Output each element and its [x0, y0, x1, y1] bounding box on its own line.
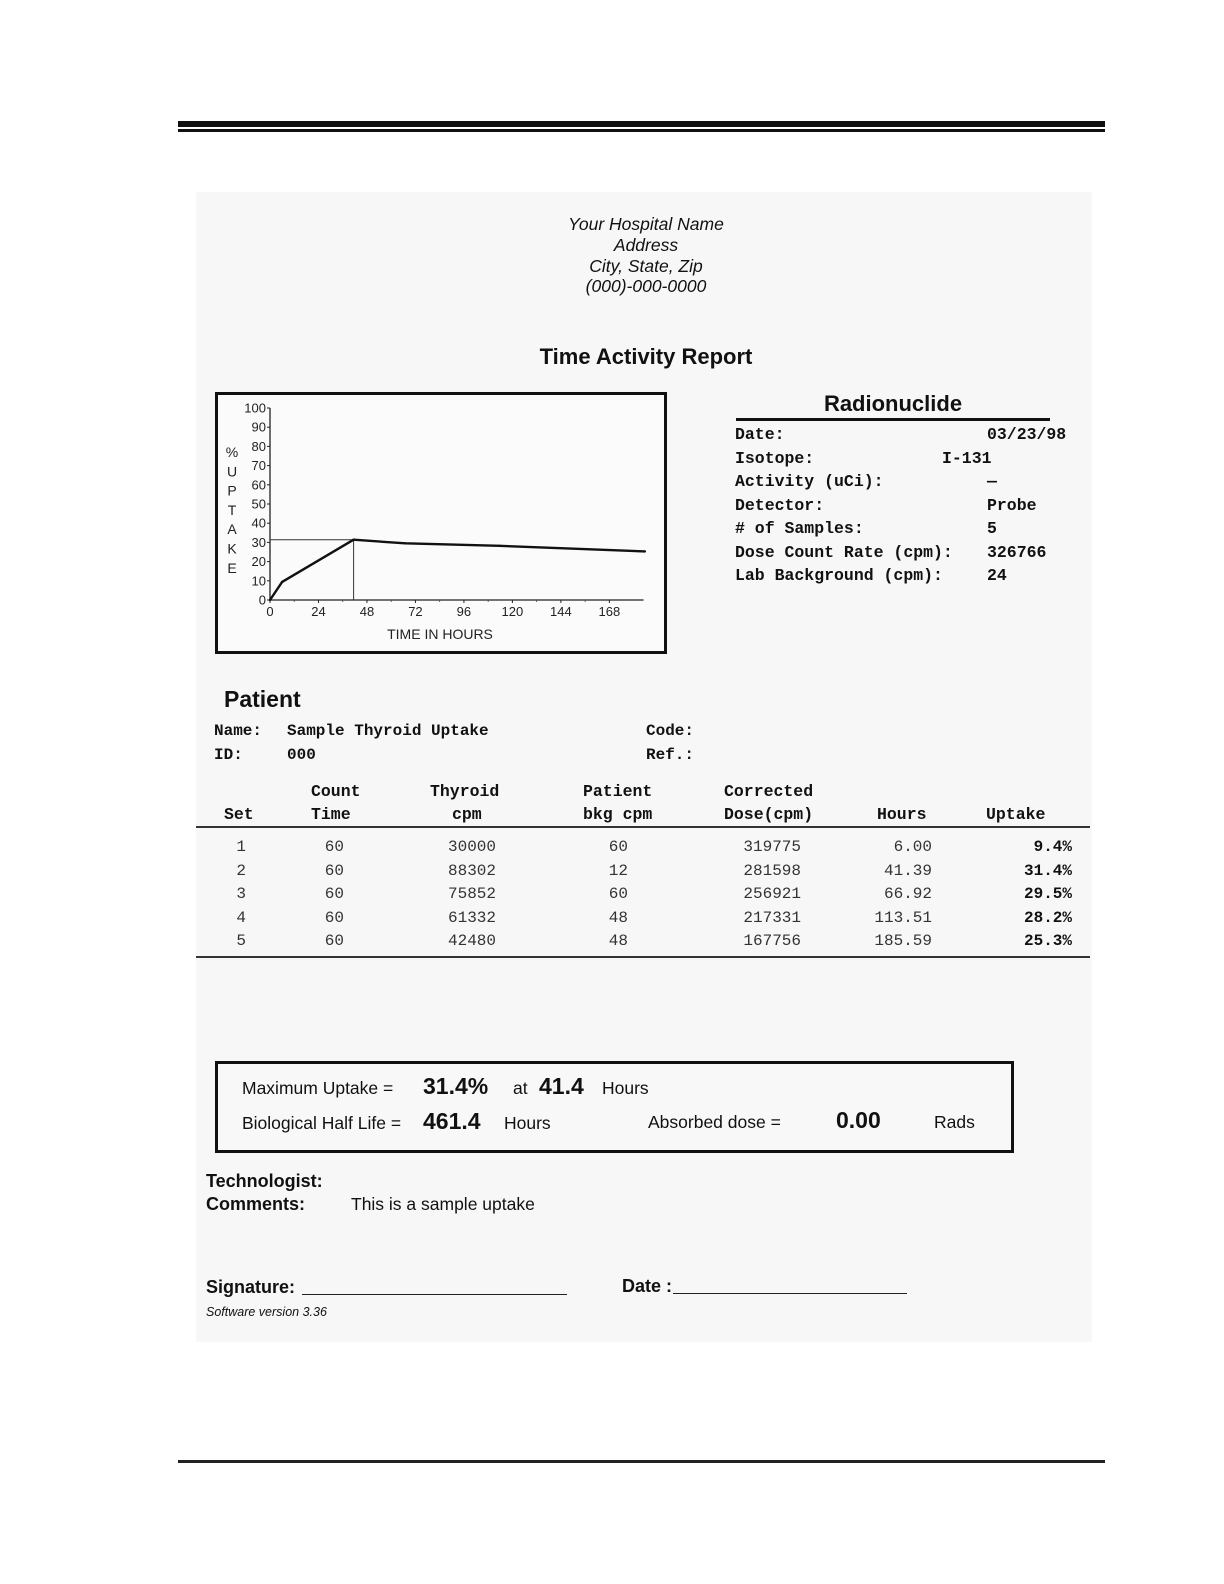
cell-uptake: 9.4% [1033, 838, 1072, 856]
x-tick-label: 72 [408, 604, 423, 619]
rad-label: # of Samples: [735, 519, 864, 538]
cell-patient-bkg: 60 [608, 885, 628, 904]
radionuclide-title: Radionuclide [736, 390, 1050, 421]
patient-id-label: ID: [214, 746, 243, 764]
y-tick-label: 100 [244, 400, 266, 416]
cell-corrected-dose: 256921 [743, 885, 801, 904]
th-corrected-1: Corrected [724, 782, 814, 801]
y-tick-label: 10 [251, 573, 266, 589]
top-rule [178, 121, 1105, 127]
cell-thyroid-cpm: 75852 [447, 885, 496, 904]
rad-value: 326766 [987, 543, 1047, 562]
th-thyroid-2: cpm [452, 805, 482, 824]
hospital-name: Your Hospital Name [568, 214, 724, 234]
cell-count-time: 60 [324, 838, 344, 856]
cell-count-time: 60 [324, 932, 344, 951]
hospital-city: City, State, Zip [589, 255, 703, 276]
cell-corrected-dose: 281598 [743, 861, 801, 880]
rad-label: Detector: [735, 496, 825, 515]
th-set: Set [224, 805, 254, 824]
signature-label: Signature: [206, 1277, 296, 1297]
patient-heading: Patient [224, 686, 301, 712]
th-uptake: Uptake [986, 805, 1046, 824]
data-point [269, 599, 271, 601]
y-axis-label-letter: K [227, 540, 237, 557]
y-tick-label: 50 [251, 496, 266, 512]
rad-value: Probe [987, 496, 1037, 515]
patient-name-label: Name: [214, 722, 263, 740]
cell-uptake: 25.3% [1023, 932, 1072, 951]
rads-label: Rads [934, 1112, 975, 1132]
absorbed-dose-value: 0.00 [836, 1107, 881, 1133]
patient-name-value: Sample Thyroid Uptake [287, 722, 489, 740]
table-header-rule [196, 826, 1090, 828]
th-corrected-2: Dose(cpm) [724, 805, 814, 824]
bottom-rule [178, 1460, 1105, 1463]
x-tick-label: 144 [550, 604, 572, 619]
y-axis-label-letter: A [227, 521, 237, 538]
cell-hours: 6.00 [893, 838, 932, 856]
x-axis-label: TIME IN HOURS [387, 626, 493, 642]
rad-value: 5 [987, 519, 997, 538]
cell-count-time: 60 [324, 885, 344, 904]
series-line [270, 540, 645, 600]
patient-id-value: 000 [287, 746, 316, 764]
th-count-2: Time [311, 805, 351, 824]
x-tick-label: 168 [598, 604, 621, 619]
rad-value: I-131 [942, 449, 992, 468]
th-hours: Hours [877, 805, 927, 824]
hours-label-1: Hours [602, 1078, 649, 1098]
half-life-label: Biological Half Life = [242, 1113, 402, 1133]
y-tick-label: 70 [251, 458, 266, 474]
uptake-chart-svg [218, 395, 664, 651]
cell-set: 2 [236, 861, 246, 880]
x-tick-label: 48 [359, 604, 375, 619]
date-line [673, 1293, 907, 1294]
cell-thyroid-cpm: 88302 [447, 861, 496, 880]
table-bottom-rule [196, 956, 1090, 958]
y-axis-label-letter: % [225, 444, 239, 460]
cell-hours: 41.39 [883, 861, 932, 880]
max-uptake-label: Maximum Uptake = [242, 1078, 394, 1098]
cell-patient-bkg: 48 [608, 932, 628, 951]
y-axis-label-letter: T [227, 501, 237, 518]
hours-label-2: Hours [504, 1113, 551, 1133]
y-tick-label: 0 [258, 592, 266, 608]
y-axis-label-letter: U [226, 463, 238, 480]
data-point [404, 542, 406, 544]
y-tick-label: 40 [251, 515, 266, 531]
cell-corrected-dose: 167756 [743, 932, 801, 951]
cell-corrected-dose: 217331 [743, 908, 801, 927]
software-version: Software version 3.36 [206, 1305, 327, 1319]
data-point [281, 581, 283, 583]
cell-set: 5 [236, 932, 246, 951]
th-thyroid-1: Thyroid [430, 782, 500, 801]
cell-hours: 185.59 [874, 932, 932, 951]
hospital-address: Address [613, 234, 679, 255]
rad-label: Dose Count Rate (cpm): [735, 543, 953, 562]
x-tick-label: 24 [311, 604, 326, 619]
cell-uptake: 29.5% [1023, 885, 1072, 904]
cell-set: 3 [236, 885, 246, 904]
rad-value: 03/23/98 [987, 425, 1067, 444]
cell-patient-bkg: 60 [608, 838, 628, 856]
rad-label: Activity (uCi): [735, 472, 884, 491]
y-tick-label: 90 [251, 419, 266, 435]
comments-value: This is a sample uptake [351, 1194, 535, 1214]
max-uptake-value: 31.4% [423, 1073, 489, 1099]
data-point [644, 550, 646, 552]
patient-code-label: Code: [646, 722, 695, 740]
technologist-label: Technologist: [206, 1171, 323, 1191]
x-tick-label: 0 [266, 604, 274, 619]
date-label: Date : [622, 1276, 673, 1296]
cell-hours: 66.92 [883, 885, 932, 904]
data-point [352, 539, 354, 541]
cell-set: 1 [236, 838, 246, 856]
rad-label: Lab Background (cpm): [735, 566, 943, 585]
comments-label: Comments: [206, 1194, 306, 1214]
cell-uptake: 31.4% [1023, 861, 1072, 880]
absorbed-dose-label: Absorbed dose = [648, 1112, 781, 1132]
hospital-phone: (000)-000-0000 [585, 276, 707, 297]
cell-thyroid-cpm: 42480 [447, 932, 496, 951]
rad-label: Date: [735, 425, 785, 444]
cell-count-time: 60 [324, 908, 344, 927]
at-label: at [513, 1078, 528, 1098]
top-rule-thin [178, 129, 1105, 132]
y-tick-label: 80 [251, 438, 266, 454]
rad-label: Isotope: [735, 449, 815, 468]
th-count-1: Count [311, 782, 361, 801]
cell-count-time: 60 [324, 861, 344, 880]
rad-value: — [987, 472, 997, 491]
hospital-header [446, 214, 846, 297]
rad-value: 24 [987, 566, 1007, 585]
rad-row-samples [735, 519, 1095, 541]
report-title: Time Activity Report [539, 344, 753, 369]
y-tick-label: 20 [251, 554, 266, 570]
cell-hours: 113.51 [874, 908, 932, 927]
patient-ref-label: Ref.: [646, 746, 695, 764]
cell-uptake: 28.2% [1023, 908, 1072, 927]
cell-patient-bkg: 48 [608, 908, 628, 927]
cell-patient-bkg: 12 [608, 861, 628, 880]
y-axis-label-letter: E [227, 559, 237, 576]
at-value: 41.4 [539, 1073, 584, 1099]
cell-thyroid-cpm: 30000 [447, 838, 496, 856]
cell-set: 4 [236, 908, 246, 927]
x-tick-label: 120 [501, 604, 524, 619]
rad-row-activity [735, 472, 1095, 494]
rad-row-date [735, 425, 1095, 447]
rad-row-dose-rate [735, 543, 1095, 565]
data-point [498, 545, 500, 547]
x-tick-label: 96 [456, 604, 472, 619]
signature-line [302, 1294, 567, 1295]
y-axis-label-letter: P [227, 482, 237, 499]
rad-row-detector [735, 496, 1095, 518]
summary-box [215, 1061, 1014, 1153]
half-life-value: 461.4 [423, 1108, 481, 1134]
rad-row-isotope [735, 449, 1095, 471]
rad-row-background [735, 566, 1095, 588]
th-patient-2: bkg cpm [583, 805, 653, 824]
y-tick-label: 60 [251, 477, 266, 493]
uptake-chart [215, 392, 667, 654]
th-patient-1: Patient [583, 782, 653, 801]
cell-corrected-dose: 319775 [743, 838, 801, 856]
y-tick-label: 30 [251, 534, 266, 550]
cell-thyroid-cpm: 61332 [447, 908, 496, 927]
